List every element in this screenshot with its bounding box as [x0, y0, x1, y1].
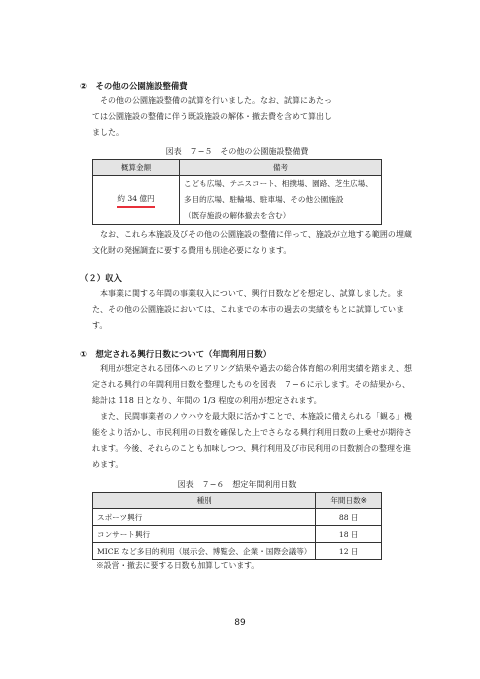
table-row [93, 509, 382, 526]
table-7-6 [92, 492, 382, 560]
paragraph-text: また、民間事業者のノウハウを最大限に活かすことで、本施設に備えられる「観る」機能をより活かし、市民利用の日数を確保した上でさらなる興行利用日数の上乗せが期待されます。今後、それらのことも加味しつつ、興行利用及び市民利用の日数割合の整理を進めます。 [92, 412, 412, 469]
section-heading-income: （２）収入 [80, 273, 122, 283]
table-cell-days: 18 日 [316, 526, 382, 543]
paragraph-text: なお、これら本施設及びその他の公園施設の整備に伴って、施設が立地する範囲の埋蔵文化財の発掘調査に要する費用も別途必要になります。 [92, 230, 412, 255]
paragraph-text: 本事業に関する年間の事業収入について、興行日数などを想定し、試算しました。また、その他の公園施設においては、これまでの本市の過去の実績をもとに試算しています。 [92, 289, 404, 330]
table-cell-days: 88 日 [316, 509, 382, 526]
table-cell-type: MICE など多目的利用（展示会、博覧会、企業・国際会議等） [93, 543, 316, 560]
amount-value: 約 34 億円 [117, 193, 154, 208]
section-paragraphs-event-days [92, 361, 414, 473]
remark-line: こども広場、テニスコート、相撲場、園路、芝生広場、 [184, 179, 373, 188]
section-paragraph-income [92, 286, 414, 334]
table-cell-days: 12 日 [316, 543, 382, 560]
table-cell-amount [93, 176, 180, 225]
table-row [93, 543, 382, 560]
table-7-6-footnote: ※設営・撤去に要する日数も加算しています。 [96, 561, 260, 570]
section-heading-other-facilities: ② その他の公園施設整備費 [80, 81, 188, 91]
remark-line: （既存施設の解体撤去を含む） [184, 211, 291, 220]
paragraph-text: 利用が想定される団体へのヒアリング結果や過去の総合体育館の利用実績を踏まえ、想定される興行の年間利用日数を整理したものを図表 ７−６に示します。その結果から、総計は 118 日となり、年間の 1/3 程度の利用が想定されます。 [92, 364, 412, 405]
table-cell-type: コンサート興行 [93, 526, 316, 543]
paragraph-text: その他の公園施設整備の試算を行いました。なお、試算にあたっては公園施設の整備に伴う既設施設の解体・撤去費を含めて算出しました。 [92, 96, 332, 137]
table-cell-type: スポーツ興行 [93, 509, 316, 526]
table-7-5 [92, 159, 382, 225]
remark-line: 多目的広場、駐輪場、駐車場、その他公園施設 [184, 195, 344, 204]
page-number: 89 [234, 618, 246, 628]
table-header-days: 年間日数※ [316, 493, 382, 509]
section-heading-event-days: ① 想定される興行日数について（年間利用日数） [80, 349, 272, 359]
note-paragraph [92, 227, 414, 259]
table-header-type: 種別 [93, 493, 316, 509]
table-7-6-caption: 図表 ７−６ 想定年間利用日数 [177, 480, 297, 489]
table-header-remarks: 備考 [180, 160, 382, 176]
table-header-amount: 概算金額 [93, 160, 180, 176]
table-7-5-caption: 図表 ７−５ その他の公園施設整備費 [165, 147, 309, 156]
table-row [93, 526, 382, 543]
table-cell-remarks [180, 176, 382, 225]
section-paragraph-other-facilities [92, 93, 338, 141]
